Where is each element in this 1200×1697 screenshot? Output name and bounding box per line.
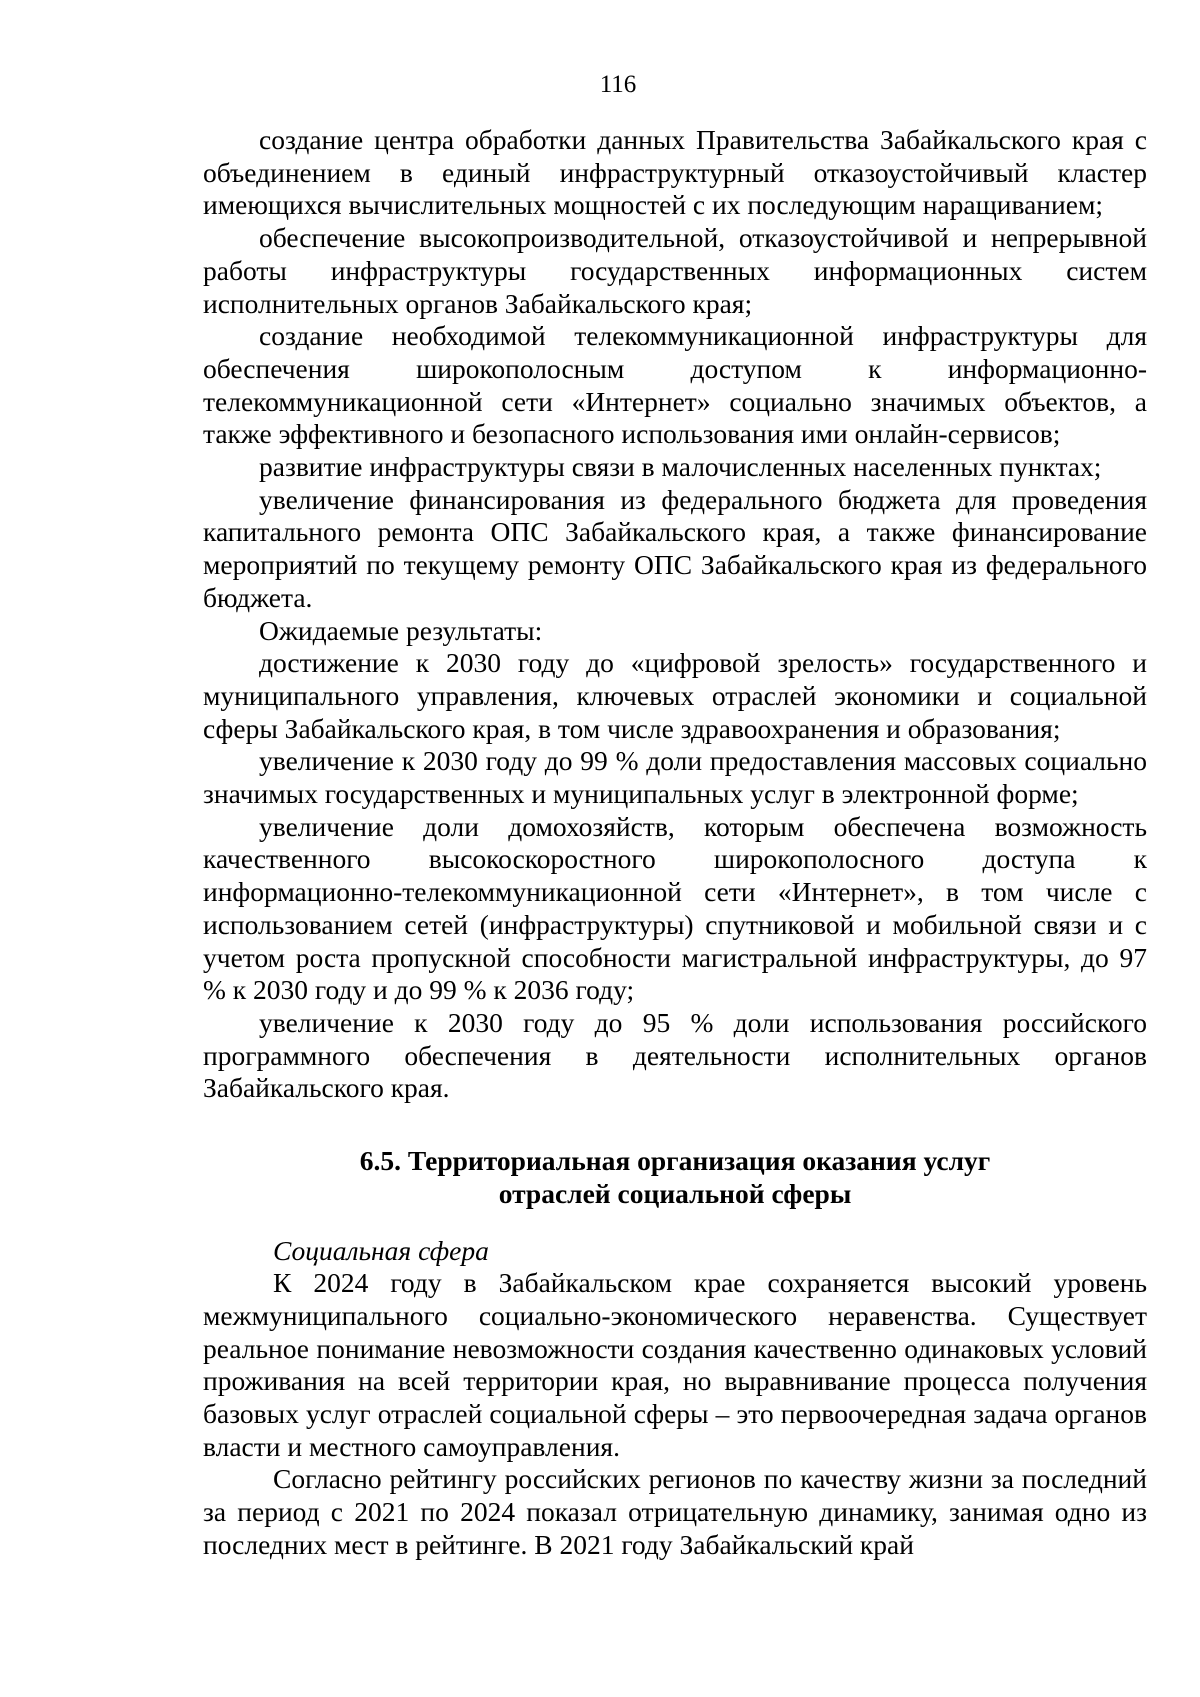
document-body xyxy=(203,124,1147,1562)
paragraph: увеличение финансирования из федерального бюджета для проведения капитального ремонта ОПС Забайкальского края, а также финансирование мероприятий по текущему ремонту ОПС Забайкальского края из федерального бюджета. xyxy=(203,483,1147,613)
paragraph: создание необходимой телекоммуникационной инфраструктуры для обеспечения широкополосным доступом к информационно-телекоммуникационной сети «Интернет» социально значимых объектов, а также эффективного и безопасного использования ими онлайн-сервисов; xyxy=(203,320,1147,450)
paragraph: увеличение к 2030 году до 99 % доли предоставления массовых социально значимых государственных и муниципальных услуг в электронной форме; xyxy=(203,745,1147,810)
paragraph-results-label: Ожидаемые результаты: xyxy=(259,614,543,646)
paragraph: достижение к 2030 году до «цифровой зрелость» государственного и муниципального управления, ключевых отраслей экономики и социальной сферы Забайкальского края, в том числе здравоохранения и образования; xyxy=(203,647,1147,744)
section-heading-line-2: отраслей социальной сферы xyxy=(498,1177,852,1209)
section-heading xyxy=(203,1145,1147,1210)
paragraph: увеличение к 2030 году до 95 % доли использования российского программного обеспечения в деятельности исполнительных органов Забайкальского края. xyxy=(203,1006,1147,1104)
section-heading-line-1: 6.5. Территориальная организация оказания услуг xyxy=(359,1145,991,1177)
subheading: Социальная сфера xyxy=(273,1234,489,1266)
paragraph: Согласно рейтингу российских регионов по качеству жизни за последний за период с 2021 по 2024 показал отрицательную динамику, занимая одно из последних мест в рейтинге. В 2021 году Забайкальский край xyxy=(203,1463,1147,1560)
paragraph: создание центра обработки данных Правительства Забайкальского края с объединением в единый инфраструктурный отказоустойчивый кластер имеющихся вычислительных мощностей с их последующим наращиванием; xyxy=(203,124,1147,221)
paragraph: развитие инфраструктуры связи в малочисленных населенных пунктах; xyxy=(259,451,1102,483)
paragraph: обеспечение высокопроизводительной, отказоустойчивой и непрерывной работы инфраструктуры государственных информационных систем исполнительных органов Забайкальского края; xyxy=(203,222,1147,319)
paragraph: К 2024 году в Забайкальском крае сохраняется высокий уровень межмуниципального социально-экономического неравенства. Существует реальное понимание невозможности создания качественно одинаковых условий проживания на всей территории края, но выравнивание процесса получения базовых услуг отраслей социальной сферы – это первоочередная задача органов власти и местного самоуправления. xyxy=(203,1267,1147,1462)
paragraph: увеличение доли домохозяйств, которым обеспечена возможность качественного высокоскоростного широкополосного доступа к информационно-телекоммуникационной сети «Интернет», в том числе с использованием сетей (инфраструктуры) спутниковой и мобильной связи и с учетом роста пропускной способности магистральной инфраструктуры, до 97 % к 2030 году и до 99 % к 2036 году; xyxy=(203,810,1147,1006)
page-number: 116 xyxy=(599,71,637,98)
